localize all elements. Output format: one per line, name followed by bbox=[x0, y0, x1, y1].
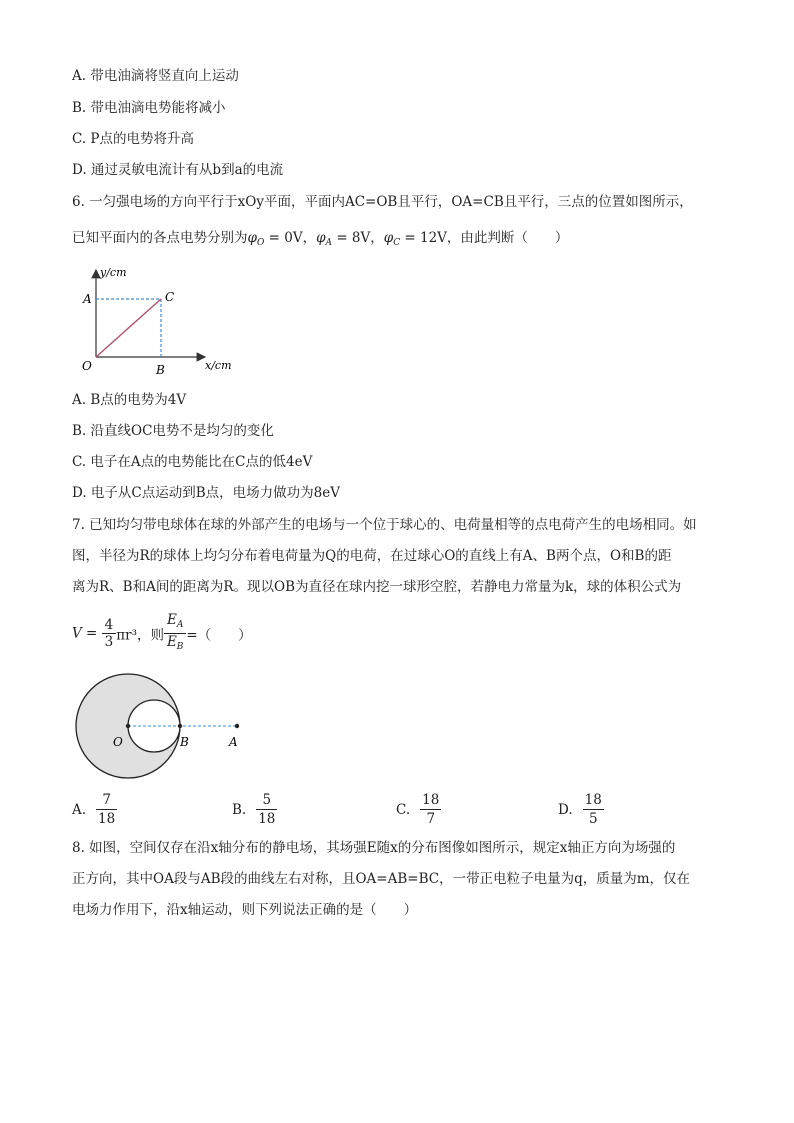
phi-o-value: = 0V， bbox=[264, 230, 317, 246]
option-den: 18 bbox=[258, 811, 276, 827]
label-o: O bbox=[113, 735, 123, 749]
q5-option-c: C. P点的电势将升高 bbox=[72, 131, 195, 147]
q7-formula bbox=[72, 612, 252, 655]
q8-stem-line1: 8. 如图，空间仅存在沿x轴分布的静电场，其场强E随x的分布图像如图所示，规定x轴正方向为场强的 bbox=[72, 840, 676, 856]
q7-sphere-figure bbox=[72, 672, 252, 784]
ratio-ea-eb bbox=[164, 612, 186, 655]
label-a: A bbox=[83, 292, 92, 306]
label-o: O bbox=[82, 359, 92, 373]
phi-a-value: = 8V， bbox=[332, 230, 384, 246]
option-label: B. bbox=[232, 801, 247, 818]
option-num: 5 bbox=[256, 791, 277, 810]
ratio-den: E bbox=[166, 634, 177, 650]
q7-stem-line1: 7. 已知均匀带电球体在球的外部产生的电场与一个位于球心的、电荷量相等的点电荷产生的电场相同。如 bbox=[72, 517, 697, 533]
option-label: C. bbox=[396, 801, 411, 818]
option-fraction bbox=[256, 791, 277, 828]
q7-option-b bbox=[232, 791, 277, 828]
point-a-dot bbox=[235, 724, 239, 728]
q6-option-b: B. 沿直线OC电势不是均匀的变化 bbox=[72, 423, 274, 439]
fraction-num: 4 bbox=[102, 617, 117, 634]
ratio-tail: =（ ） bbox=[186, 627, 252, 644]
q6-option-a: A. B点的电势为4V bbox=[72, 392, 187, 408]
ratio-num: E bbox=[167, 612, 177, 628]
phi-o-sub: O bbox=[256, 238, 265, 248]
option-fraction bbox=[583, 791, 604, 828]
option-den: 5 bbox=[588, 811, 598, 827]
label-a: A bbox=[229, 735, 238, 749]
option-den: 7 bbox=[426, 811, 436, 827]
q7-option-d bbox=[558, 791, 604, 828]
option-num: 7 bbox=[96, 791, 117, 810]
q6-stem-line2 bbox=[72, 228, 568, 253]
phi-c-sub: C bbox=[393, 238, 401, 248]
label-b: B bbox=[180, 735, 189, 749]
q7-stem-line3: 离为R、B和A间的距离为R。现以OB为直径在球内挖一球形空腔，若静电力常量为k，球的体积公式为 bbox=[72, 579, 682, 595]
option-fraction bbox=[96, 791, 117, 828]
option-label: A. bbox=[72, 801, 87, 818]
fraction-den: 3 bbox=[104, 634, 114, 650]
phi-o-symbol: φ bbox=[247, 230, 257, 246]
q6-option-c: C. 电子在A点的电势能比在C点的低4eV bbox=[72, 454, 313, 470]
option-num: 18 bbox=[584, 792, 602, 808]
option-den: 18 bbox=[98, 811, 116, 827]
ratio-den-sub: B bbox=[176, 642, 184, 652]
option-num: 18 bbox=[422, 792, 440, 808]
label-c: C bbox=[165, 290, 175, 304]
q5-option-d: D. 通过灵敏电流计有从b到a的电流 bbox=[72, 162, 284, 178]
q6-coordinate-figure bbox=[75, 262, 250, 380]
label-b: B bbox=[156, 363, 165, 377]
option-label: D. bbox=[558, 801, 573, 818]
q7-option-c bbox=[396, 791, 441, 828]
q8-stem-line3: 电场力作用下，沿x轴运动，则下列说法正确的是（ ） bbox=[72, 902, 418, 918]
q8-stem-line2: 正方向，其中OA段与AB段的曲线左右对称，且OA=AB=BC，一带正电粒子电量为q，质量为m，仅在 bbox=[72, 871, 691, 887]
y-axis-label: y/cm bbox=[100, 266, 127, 279]
option-fraction bbox=[420, 791, 441, 828]
line-oc bbox=[96, 299, 161, 357]
point-o-dot bbox=[126, 724, 130, 728]
ratio-num-sub: A bbox=[176, 620, 184, 630]
x-axis-label: x/cm bbox=[205, 359, 232, 372]
q7-option-a bbox=[72, 791, 117, 828]
fraction-four-thirds bbox=[102, 617, 117, 650]
phi-a-sub: A bbox=[325, 238, 333, 248]
phi-a-symbol: φ bbox=[316, 230, 326, 246]
formula-v: V = bbox=[72, 625, 102, 642]
q7-stem-line2: 图，半径为R的球体上均匀分布着电荷量为Q的电荷，在过球心O的直线上有A、B两个点，O和B的距 bbox=[72, 548, 672, 564]
point-b-dot bbox=[178, 724, 182, 728]
formula-rest: πr³，则 bbox=[116, 627, 164, 644]
q6-stem-line1: 6. 一匀强电场的方向平行于xOy平面，平面内AC=OB且平行，OA=CB且平行，三点的位置如图所示， bbox=[72, 194, 693, 210]
q6-line2-pre: 已知平面内的各点电势分别为 bbox=[72, 230, 248, 246]
q6-option-d: D. 电子从C点运动到B点，电场力做功为8eV bbox=[72, 485, 341, 501]
q5-option-a: A. 带电油滴将竖直向上运动 bbox=[72, 68, 239, 84]
phi-c-symbol: φ bbox=[383, 230, 394, 246]
q5-option-b: B. 带电油滴电势能将减小 bbox=[72, 100, 226, 116]
phi-c-value: = 12V，由此判断（ ） bbox=[400, 230, 569, 246]
